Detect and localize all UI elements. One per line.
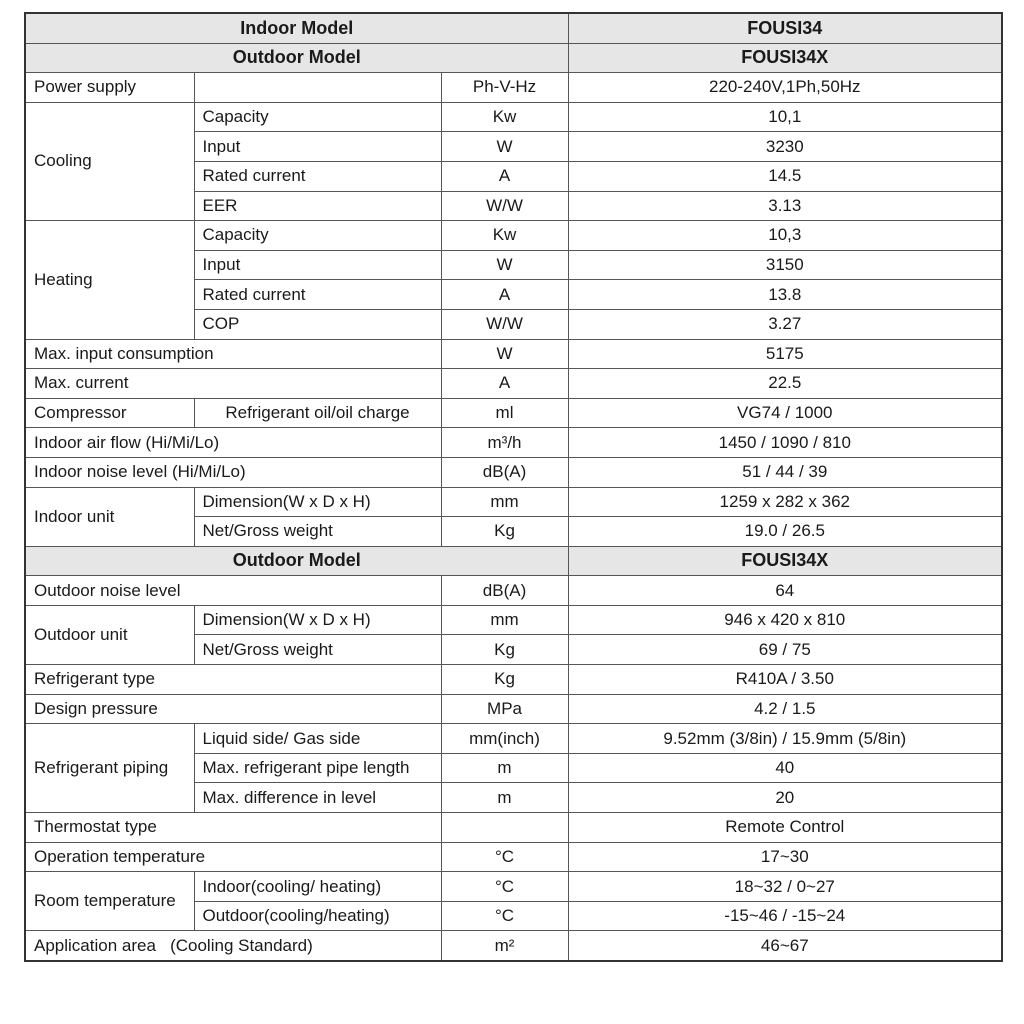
value-cell: 3230 (568, 132, 1002, 162)
unit-cell: W (441, 339, 568, 369)
value-cell: 40 (568, 753, 1002, 783)
row-label: Indoor air flow (Hi/Mi/Lo) (25, 428, 441, 458)
row-label: Application area (Cooling Standard) (25, 931, 441, 961)
unit-cell: Kg (441, 517, 568, 547)
unit-cell: m (441, 753, 568, 783)
outdoor-model-header-row (25, 43, 1002, 73)
sub-label: Refrigerant oil/oil charge (194, 398, 441, 428)
row-label: Thermostat type (25, 813, 441, 843)
unit-cell: W (441, 250, 568, 280)
row-label: Outdoor noise level (25, 576, 441, 606)
unit-cell: A (441, 280, 568, 310)
unit-cell: A (441, 161, 568, 191)
row-label: Indoor noise level (Hi/Mi/Lo) (25, 457, 441, 487)
unit-cell (441, 813, 568, 843)
sub-label: EER (194, 191, 441, 221)
value-cell: 3150 (568, 250, 1002, 280)
value-cell: R410A / 3.50 (568, 665, 1002, 695)
value-cell: 19.0 / 26.5 (568, 517, 1002, 547)
table-row (25, 487, 1002, 517)
outdoor-section-value: FOUSI34X (568, 546, 1002, 576)
value-cell: 10,3 (568, 221, 1002, 251)
outdoor-section-label: Outdoor Model (25, 546, 568, 576)
sub-label: Rated current (194, 280, 441, 310)
unit-cell: dB(A) (441, 457, 568, 487)
row-label: Max. current (25, 369, 441, 399)
sub-label: Capacity (194, 102, 441, 132)
indoor-model-value: FOUSI34 (568, 13, 1002, 43)
value-cell: 1450 / 1090 / 810 (568, 428, 1002, 458)
sub-label: Max. refrigerant pipe length (194, 753, 441, 783)
spec-sheet (24, 12, 1001, 962)
table-row (25, 428, 1002, 458)
unit-cell: Kw (441, 221, 568, 251)
row-label: Refrigerant type (25, 665, 441, 695)
value-cell: 22.5 (568, 369, 1002, 399)
value-cell: 69 / 75 (568, 635, 1002, 665)
table-row (25, 339, 1002, 369)
sub-label: Net/Gross weight (194, 517, 441, 547)
unit-cell: A (441, 369, 568, 399)
unit-cell: Ph-V-Hz (441, 73, 568, 103)
sub-label: Indoor(cooling/ heating) (194, 872, 441, 902)
outdoor-section-header-row (25, 546, 1002, 576)
value-cell: 3.13 (568, 191, 1002, 221)
group-label-heating: Heating (25, 221, 194, 339)
unit-cell: m³/h (441, 428, 568, 458)
value-cell: 20 (568, 783, 1002, 813)
table-row (25, 694, 1002, 724)
table-row (25, 221, 1002, 251)
value-cell: 18~32 / 0~27 (568, 872, 1002, 902)
row-label: Design pressure (25, 694, 441, 724)
unit-cell: °C (441, 872, 568, 902)
unit-cell: m (441, 783, 568, 813)
value-cell: 220-240V,1Ph,50Hz (568, 73, 1002, 103)
value-cell: 14.5 (568, 161, 1002, 191)
group-label-room-temperature: Room temperature (25, 872, 194, 931)
group-label-outdoor-unit: Outdoor unit (25, 605, 194, 664)
sub-label: COP (194, 309, 441, 339)
indoor-model-header-row (25, 13, 1002, 43)
value-cell: 3.27 (568, 309, 1002, 339)
group-label-cooling: Cooling (25, 102, 194, 220)
sub-label: Input (194, 132, 441, 162)
table-row (25, 724, 1002, 754)
value-cell: 17~30 (568, 842, 1002, 872)
outdoor-model-label: Outdoor Model (25, 43, 568, 73)
unit-cell: mm (441, 605, 568, 635)
table-row (25, 842, 1002, 872)
sub-label: Capacity (194, 221, 441, 251)
empty-cell (194, 73, 441, 103)
sub-label: Net/Gross weight (194, 635, 441, 665)
sub-label: Input (194, 250, 441, 280)
value-cell: 13.8 (568, 280, 1002, 310)
unit-cell: Kg (441, 635, 568, 665)
unit-cell: °C (441, 842, 568, 872)
value-cell: VG74 / 1000 (568, 398, 1002, 428)
table-row (25, 457, 1002, 487)
value-cell: 946 x 420 x 810 (568, 605, 1002, 635)
table-row (25, 872, 1002, 902)
table-row (25, 398, 1002, 428)
outdoor-model-value: FOUSI34X (568, 43, 1002, 73)
row-label: Operation temperature (25, 842, 441, 872)
value-cell: 9.52mm (3/8in) / 15.9mm (5/8in) (568, 724, 1002, 754)
value-cell: 64 (568, 576, 1002, 606)
table-row (25, 813, 1002, 843)
unit-cell: mm (441, 487, 568, 517)
sub-label: Max. difference in level (194, 783, 441, 813)
unit-cell: Kw (441, 102, 568, 132)
unit-cell: mm(inch) (441, 724, 568, 754)
value-cell: 5175 (568, 339, 1002, 369)
value-cell: 46~67 (568, 931, 1002, 961)
unit-cell: m² (441, 931, 568, 961)
spec-table (24, 12, 1003, 962)
value-cell: 1259 x 282 x 362 (568, 487, 1002, 517)
row-label: Max. input consumption (25, 339, 441, 369)
table-row (25, 73, 1002, 103)
table-row (25, 605, 1002, 635)
unit-cell: W/W (441, 309, 568, 339)
row-label: Power supply (25, 73, 194, 103)
value-cell: -15~46 / -15~24 (568, 901, 1002, 931)
unit-cell: ml (441, 398, 568, 428)
unit-cell: W/W (441, 191, 568, 221)
sub-label: Liquid side/ Gas side (194, 724, 441, 754)
value-cell: Remote Control (568, 813, 1002, 843)
unit-cell: dB(A) (441, 576, 568, 606)
unit-cell: Kg (441, 665, 568, 695)
table-row (25, 576, 1002, 606)
value-cell: 10,1 (568, 102, 1002, 132)
unit-cell: W (441, 132, 568, 162)
table-row (25, 931, 1002, 961)
unit-cell: MPa (441, 694, 568, 724)
sub-label: Dimension(W x D x H) (194, 487, 441, 517)
unit-cell: °C (441, 901, 568, 931)
value-cell: 4.2 / 1.5 (568, 694, 1002, 724)
value-cell: 51 / 44 / 39 (568, 457, 1002, 487)
sub-label: Outdoor(cooling/heating) (194, 901, 441, 931)
group-label-refrigerant-piping: Refrigerant piping (25, 724, 194, 813)
sub-label: Dimension(W x D x H) (194, 605, 441, 635)
row-label: Compressor (25, 398, 194, 428)
group-label-indoor-unit: Indoor unit (25, 487, 194, 546)
sub-label: Rated current (194, 161, 441, 191)
table-row (25, 102, 1002, 132)
indoor-model-label: Indoor Model (25, 13, 568, 43)
table-row (25, 665, 1002, 695)
table-row (25, 369, 1002, 399)
